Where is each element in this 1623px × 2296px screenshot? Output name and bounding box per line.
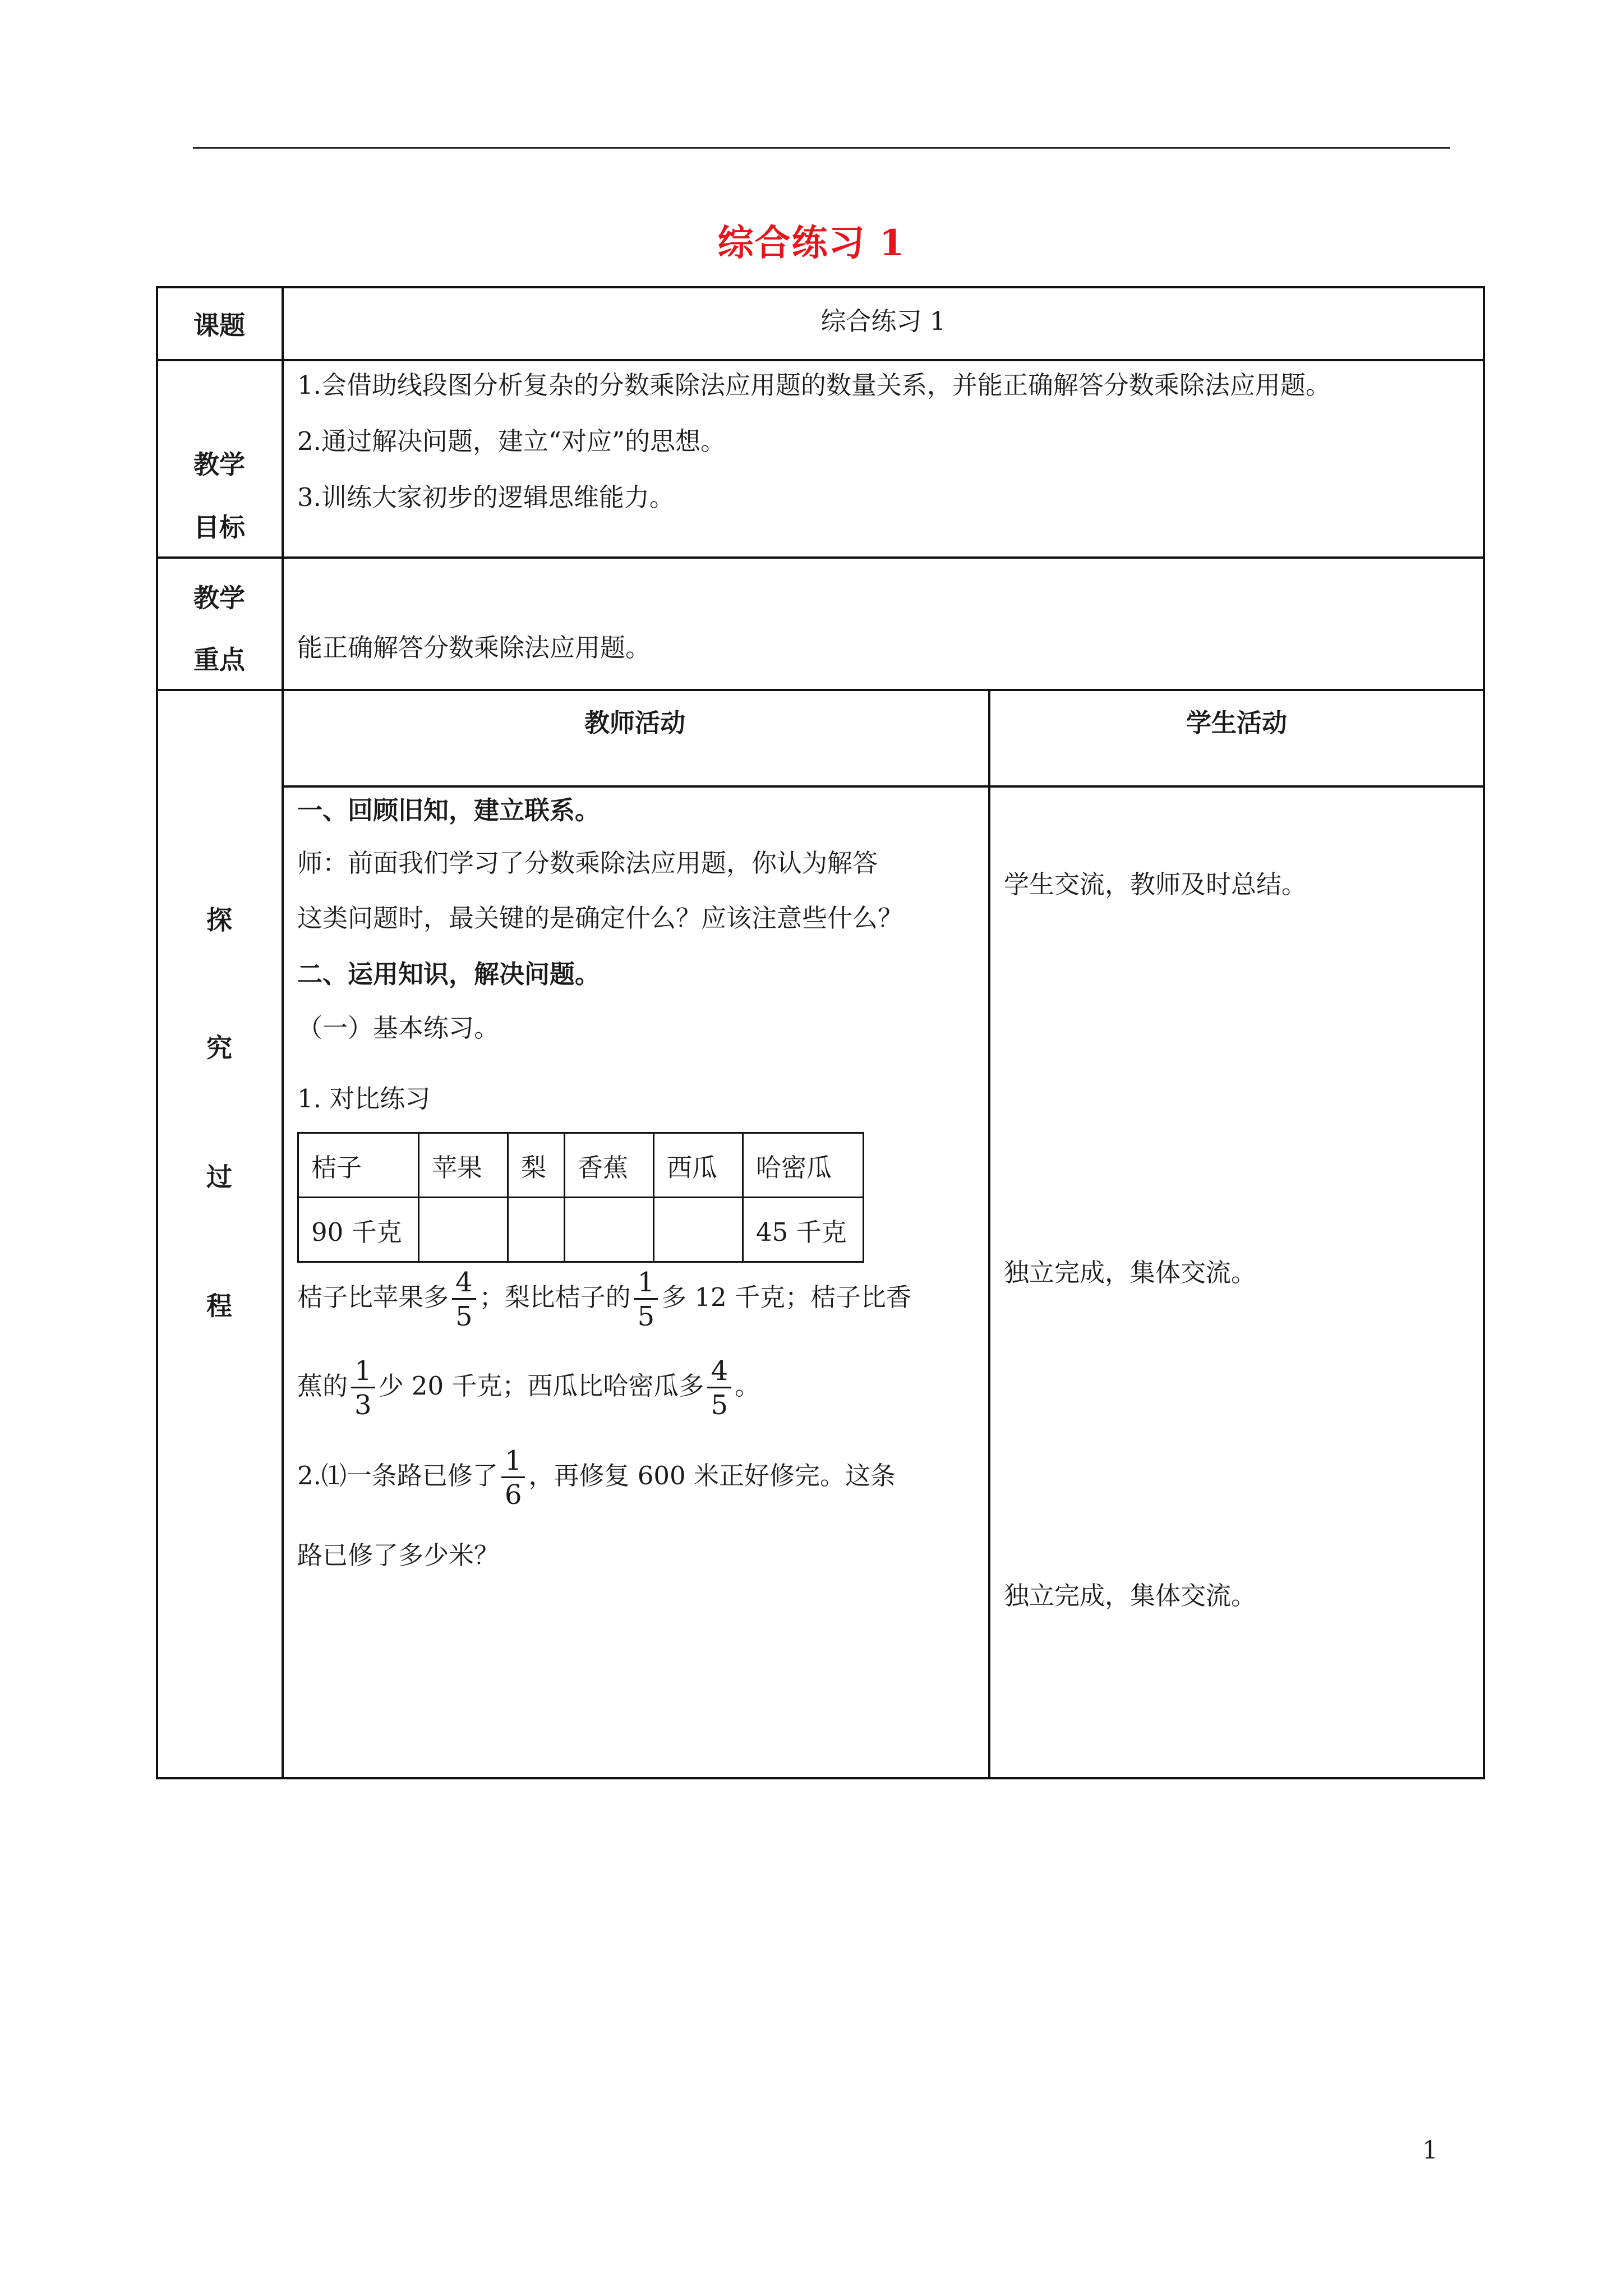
table-cell — [419, 1198, 508, 1262]
sub-section-title: （一）基本练习。 — [297, 1013, 500, 1043]
table-row — [298, 1198, 864, 1262]
table-cell: 45 千克 — [743, 1198, 864, 1262]
topic-value: 综合练习 1 — [820, 306, 946, 336]
teacher-text: 蕉的 — [297, 1371, 348, 1401]
focus-label-line1: 教学 — [193, 583, 245, 613]
fraction: $\frac{1}{3}$ — [351, 1358, 375, 1419]
student-note: 独立完成，集体交流。 — [1004, 1258, 1257, 1287]
row-divider — [156, 689, 1485, 691]
process-label-char: 究 — [206, 1033, 232, 1063]
section-title: 一、回顾旧知，建立联系。 — [297, 795, 601, 825]
table-row — [298, 1133, 864, 1198]
table-header-cell: 苹果 — [419, 1133, 508, 1198]
teacher-text: 。 — [734, 1371, 760, 1401]
teacher-text: ；梨比桔子的 — [479, 1282, 631, 1312]
goals-label-line1: 教学 — [193, 449, 245, 480]
teacher-text: 路已修了多少米？ — [297, 1540, 500, 1570]
activity-column-divider — [988, 689, 990, 1779]
exercise-item: 1. 对比练习 — [297, 1084, 431, 1114]
row-divider — [156, 556, 1485, 559]
goal-item: 2.通过解决问题，建立“对应”的思想。 — [297, 426, 726, 456]
teacher-text: ，再修复 600 米正好修完。这条 — [528, 1461, 896, 1490]
table-header-cell: 哈密瓜 — [743, 1133, 864, 1198]
teacher-activity-header: 教师活动 — [584, 708, 685, 738]
table-header-cell: 西瓜 — [654, 1133, 743, 1198]
teacher-text: 桔子比苹果多 — [297, 1282, 449, 1312]
exercise-item-2 — [297, 1445, 896, 1511]
goal-item: 3.训练大家初步的逻辑思维能力。 — [297, 482, 675, 512]
process-label-char: 过 — [206, 1162, 232, 1192]
fraction: $\frac{1}{6}$ — [501, 1447, 525, 1508]
focus-value: 能正确解答分数乘除法应用题。 — [297, 633, 651, 662]
teacher-text: 多 12 千克；桔子比香 — [661, 1282, 911, 1312]
teacher-text: 师：前面我们学习了分数乘除法应用题，你认为解答 — [297, 848, 878, 878]
table-cell — [654, 1198, 743, 1262]
focus-label-line2: 重点 — [193, 645, 245, 675]
header-rule — [193, 147, 1450, 149]
label-column-divider — [282, 286, 284, 1779]
process-label-char: 程 — [206, 1291, 232, 1321]
table-cell — [565, 1198, 654, 1262]
student-activity-header: 学生活动 — [1186, 708, 1287, 738]
teacher-text: 2.⑴一条路已修了 — [297, 1461, 498, 1490]
row-divider — [156, 359, 1485, 361]
topic-label: 课题 — [193, 310, 245, 341]
comparison-line-1 — [297, 1269, 911, 1330]
table-cell: 90 千克 — [298, 1198, 419, 1262]
table-header-cell: 梨 — [508, 1133, 565, 1198]
process-label-char: 探 — [206, 905, 232, 935]
section-title: 二、运用知识，解决问题。 — [297, 959, 601, 989]
column-header-divider — [282, 785, 1485, 788]
page-number: 1 — [1422, 2136, 1438, 2165]
fraction: $\frac{4}{5}$ — [707, 1358, 731, 1419]
table-cell — [508, 1198, 565, 1262]
fraction: $\frac{4}{5}$ — [452, 1269, 476, 1330]
goals-label-line2: 目标 — [193, 512, 245, 542]
teacher-text: 少 20 千克；西瓜比哈密瓜多 — [378, 1371, 704, 1401]
table-header-cell: 桔子 — [298, 1133, 419, 1198]
student-note: 学生交流，教师及时总结。 — [1004, 869, 1307, 899]
teacher-text: 这类问题时，最关键的是确定什么？应该注意些什么？ — [297, 903, 903, 933]
table-header-cell: 香蕉 — [565, 1133, 654, 1198]
fraction: $\frac{1}{5}$ — [634, 1269, 658, 1330]
comparison-line-2 — [297, 1355, 760, 1421]
student-note: 独立完成，集体交流。 — [1004, 1581, 1257, 1611]
goal-item: 1.会借助线段图分析复杂的分数乘除法应用题的数量关系，并能正确解答分数乘除法应用题。 — [297, 370, 1331, 400]
document-title: 综合练习 1 — [717, 222, 906, 264]
fruit-weight-table — [297, 1132, 864, 1263]
